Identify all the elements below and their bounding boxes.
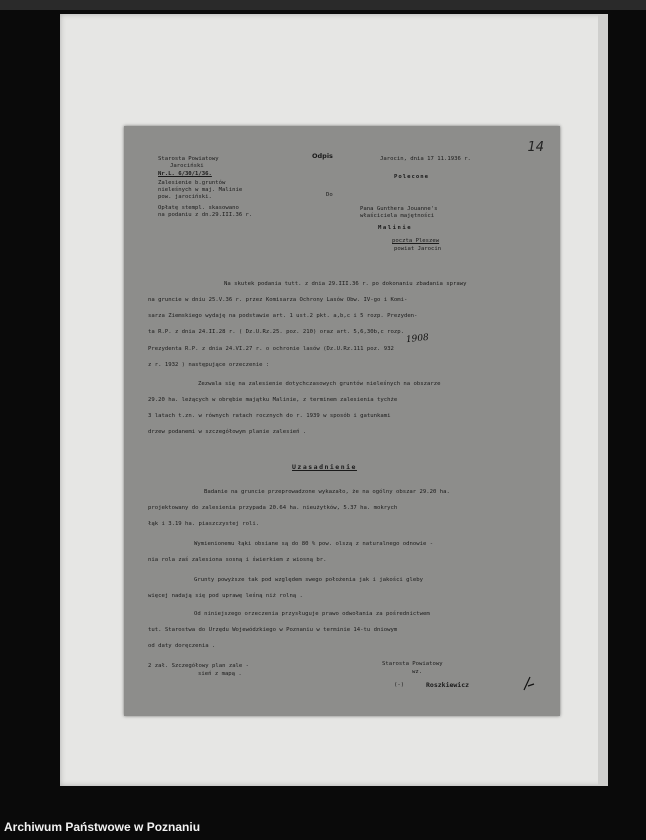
page-number: 14 — [527, 140, 544, 155]
body-line-7: Zezwala się na zalesienie dotychczasowych gruntów nieleśnych na obszarze — [198, 381, 441, 387]
header-line-8: na podaniu z dn.29.III.36 r. — [158, 212, 253, 218]
reason-line-8: Od niniejszego orzeczenia przysługuje prawo odwołania za pośrednictwem — [194, 611, 430, 617]
body-line-2: na gruncie w dniu 25.V.36 r. przez Komisarza Ochrony Lasów Obw. IV-go i Komi- — [148, 297, 408, 303]
pencil-annotation: 1908 — [405, 332, 430, 346]
addressee-line-4: poczta Pleszew — [392, 238, 440, 244]
enclosure-line-1: 2 zał. Szczegółowy plan zale - — [148, 663, 250, 669]
header-line-2: Jarociński — [170, 163, 204, 169]
header-line-6: pow. jarociński. — [158, 194, 212, 200]
do-label: Do — [326, 192, 333, 198]
body-line-9: 3 latach t.zn. w równych ratach rocznych do r. 1939 w sposób i gatunkami — [148, 413, 391, 419]
signature-wz: wz. — [412, 669, 423, 675]
addressee-line-2: właściciela majętności — [360, 213, 435, 219]
polecone-label: Polecone — [394, 174, 429, 180]
addressee-line-3: Malinie — [378, 225, 413, 231]
reason-line-6: Grunty powyższe tak pod względem swego położenia jak i jakości gleby — [194, 577, 424, 583]
odpis-label: Odpis — [312, 152, 333, 160]
reason-line-7: więcej nadają się pod uprawę leśną niż rolną . — [148, 593, 303, 599]
addressee-line-5: powiat Jarocin — [394, 246, 442, 252]
reason-line-5: nia rola zaś zalesiona sosną i świerkiem z wiosną br. — [148, 557, 327, 563]
header-line-1: Starosta Powiatowy — [158, 156, 219, 162]
pen-tick-mark — [520, 674, 540, 692]
header-line-5: nieleśnych w maj. Malinie — [158, 187, 243, 193]
header-line-4: Zalesienie b.gruntów — [158, 180, 226, 186]
case-number: Nr.L. 6/30/1/36. — [158, 171, 212, 177]
body-line-3: sarza Ziemskiego wydaję na podstawie art. 1 ust.2 pkt. a,b,c i 5 rozp. Prezyden- — [148, 313, 418, 319]
body-line-10: drzew podanemi w szczegółowym planie zalesień . — [148, 429, 307, 435]
reason-line-9: tut. Starostwa do Urzędu Wojewódzkiego w Poznaniu w terminie 14-tu dniowym — [148, 627, 398, 633]
enclosure-line-2: sień z mapą . — [198, 671, 242, 677]
body-line-5: Prezydenta R.P. z dnia 24.VI.27 r. o ochronie lasów (Dz.U.Rz.111 poz. 932 — [148, 346, 394, 352]
reason-line-2: projektowany do zalesienia przypada 20.64 ha. nieużytków, 5.37 ha. mokrych — [148, 505, 398, 511]
archive-label: Archiwum Państwowe w Poznaniu — [4, 820, 201, 834]
body-line-8: 29.20 ha. leżących w obrębie majątku Malinie, z terminem zalesienia tychże — [148, 397, 398, 403]
place-date: Jarocin, dnia 17 11.1936 r. — [380, 156, 471, 162]
mount-edge-shadow — [598, 14, 608, 786]
body-line-6: z r. 1932 ) następujące orzeczenie : — [148, 362, 270, 368]
reason-line-1: Badanie na gruncie przeprowadzone wykazało, że na ogólny obszar 29.20 ha. — [204, 489, 450, 495]
body-line-4: ta R.P. z dnia 24.II.28 r. ( Dz.U.Rz.25. poz. 210) oraz art. 5,6,30b,c rozp. — [148, 329, 404, 335]
uzasadnienie-heading: Uzasadnienie — [292, 463, 357, 471]
signature-title: Starosta Powiatowy — [382, 661, 443, 667]
reason-line-10: od daty doręczenia . — [148, 643, 216, 649]
signature-mark: (-) — [394, 682, 405, 688]
reason-line-3: łąk i 3.19 ha. piaszczystej roli. — [148, 521, 260, 527]
document-page — [124, 126, 560, 716]
archive-footer — [0, 814, 646, 840]
scanner-top-strip — [0, 0, 646, 10]
addressee-line-1: Pana Gunthera Jouanne's — [360, 206, 438, 212]
reason-line-4: Wymienionemu łąki obsiane są do 80 % pow. olszą z naturalnego odnowie - — [194, 541, 434, 547]
body-line-1: Na skutek podania tutt. z dnia 29.III.36 r. po dokonaniu zbadania sprawy — [224, 281, 467, 287]
header-line-7: Opłatę stempl. skasowano — [158, 205, 239, 211]
signature-name: Roszkiewicz — [426, 681, 470, 689]
